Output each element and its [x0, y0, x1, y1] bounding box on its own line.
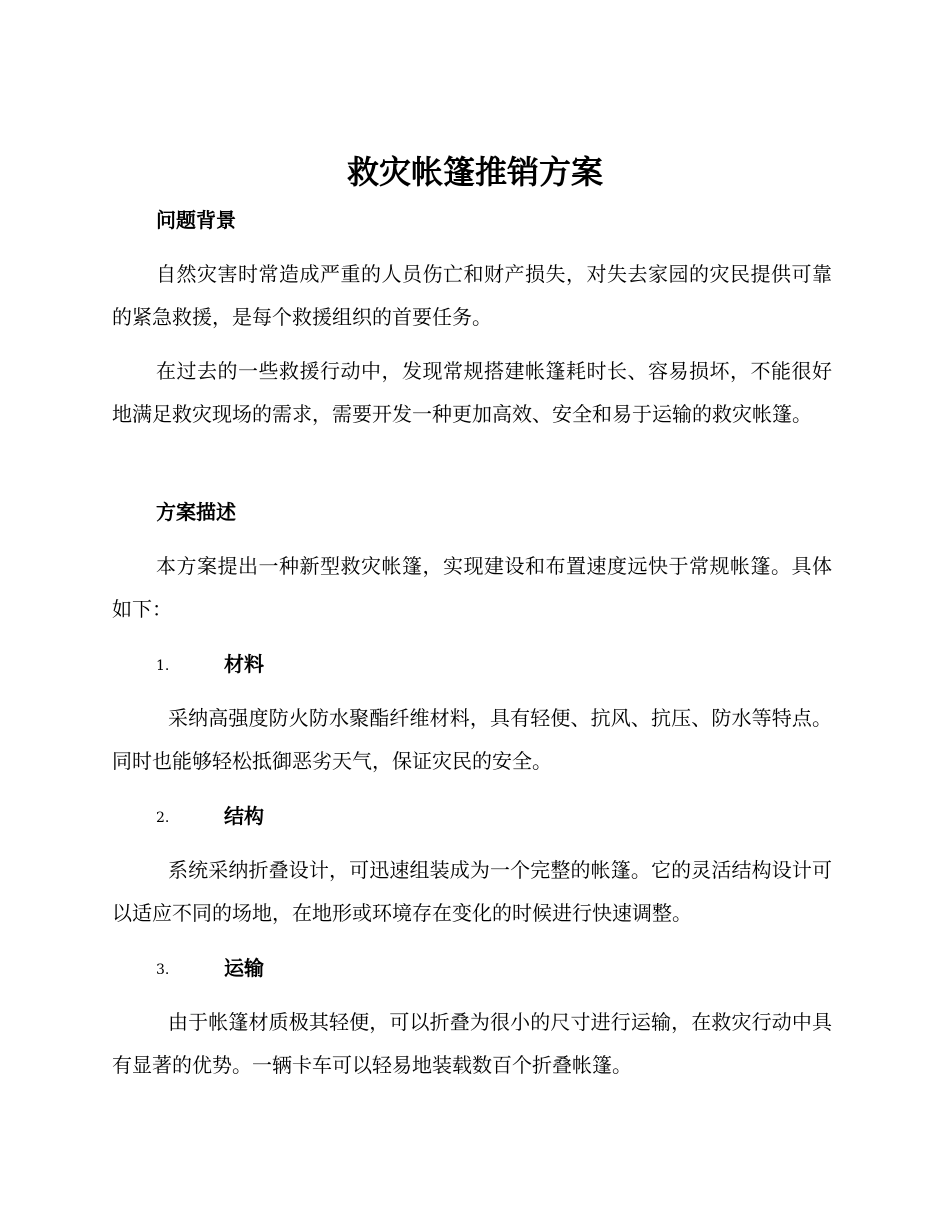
- list-item-text: 采纳高强度防火防水聚酯纤维材料，具有轻便、抗风、抗压、防水等特点。同时也能够轻松抵御恶劣天气，保证灾民的安全。: [112, 706, 832, 773]
- description-intro-paragraph: 本方案提出一种新型救灾帐篷，实现建设和布置速度远快于常规帐篷。具体如下：: [112, 554, 832, 621]
- list-item-text: 系统采纳折叠设计，可迅速组装成为一个完整的帐篷。它的灵活结构设计可以适应不同的场地，在地形或环境存在变化的时候进行快速调整。: [112, 858, 832, 925]
- background-paragraph: 在过去的一些救援行动中，发现常规搭建帐篷耗时长、容易损坏，不能很好地满足救灾现场的需求，需要开发一种更加高效、安全和易于运输的救灾帐篷。: [112, 359, 832, 426]
- list-item-number: 2.: [156, 810, 170, 826]
- list-item-label: 结构: [224, 804, 264, 828]
- list-item-number: 3.: [156, 962, 170, 978]
- list-item-label: 运输: [224, 956, 264, 980]
- list-item-text: 由于帐篷材质极其轻便，可以折叠为很小的尺寸进行运输，在救灾行动中具有显著的优势。一辆卡车可以轻易地装载数百个折叠帐篷。: [112, 1010, 832, 1077]
- document-title: 救灾帐篷推销方案: [346, 153, 603, 191]
- section-heading-description: 方案描述: [156, 500, 236, 524]
- list-item-label: 材料: [224, 652, 264, 676]
- list-item-number: 1.: [156, 658, 170, 674]
- section-heading-background: 问题背景: [156, 208, 236, 232]
- background-paragraph: 自然灾害时常造成严重的人员伤亡和财产损失，对失去家园的灾民提供可靠的紧急救援，是每个救援组织的首要任务。: [112, 262, 832, 329]
